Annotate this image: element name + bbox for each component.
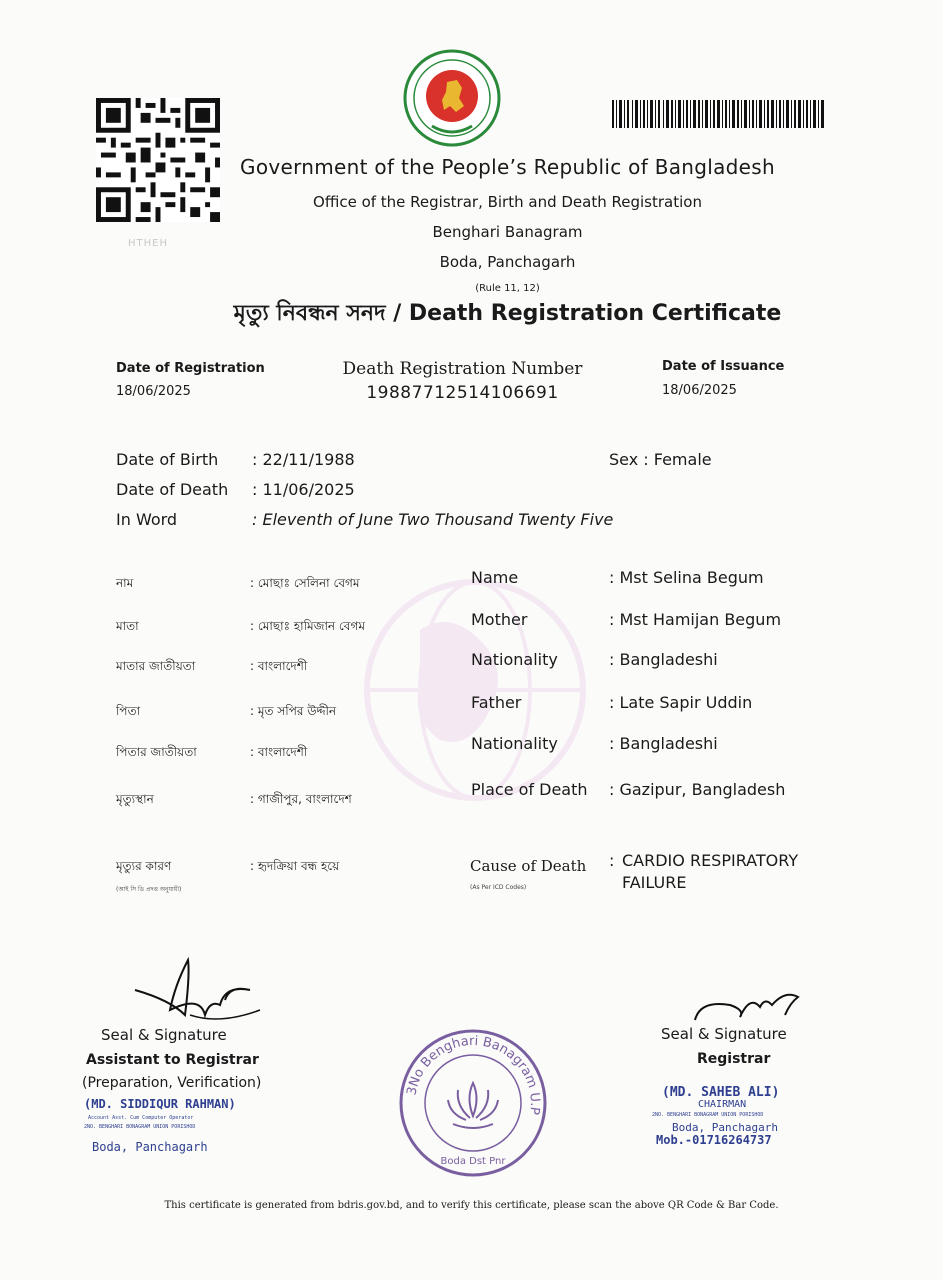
seal-ring-text: 3No Benghari Banagram U.P [404,1033,543,1116]
cause-colon: : [609,851,615,870]
bn-place-of-death-label: মৃত্যুস্থান [116,792,154,806]
assistant-sub-role: (Preparation, Verification) [82,1075,262,1091]
registration-date-label: Date of Registration [116,361,265,376]
dod-label: Date of Death [116,480,229,499]
father-nationality-label: Nationality [471,734,558,753]
location-name: Boda, Panchagarh [439,253,576,271]
place-of-death-label: Place of Death [471,780,588,799]
inword-label: In Word [116,510,178,529]
right-stamp-union: 2NO. BENGHARI BONAGRAM UNION PORISHOD [652,1112,764,1118]
left-seal-label: Seal & Signature [101,1026,227,1044]
union-name: Benghari Banagram [432,223,583,241]
government-heading: Government of the People’s Republic of Bangladesh [240,155,775,179]
qr-caption: HTHEH [128,238,168,249]
father-nationality-value: : Bangladeshi [609,734,718,753]
bn-cause-note: (আই সি ডি প্রদত্ত অনুযায়ী) [116,886,182,893]
registrar-role: Registrar [697,1051,771,1067]
left-stamp-title: Account Asst. Cum Computer Operator [88,1115,194,1121]
rule-reference: (Rule 11, 12) [475,283,540,294]
name-label: Name [471,568,519,587]
mother-label: Mother [471,610,528,629]
mother-nationality-value: : Bangladeshi [609,650,718,669]
place-of-death-value: : Gazipur, Bangladesh [609,780,786,799]
verification-footer: This certificate is generated from bdris.gov.bd, and to verify this certificate, please scan the above QR Code & Bar Code. [164,1200,779,1211]
right-stamp-phone: Mob.-01716264737 [656,1133,772,1147]
bn-cause-label: মৃত্যুর কারণ [116,859,172,873]
mother-value: : Mst Hamijan Begum [609,610,782,629]
bn-father-label: পিতা [116,704,141,718]
right-stamp-title: CHAIRMAN [698,1099,747,1110]
office-heading: Office of the Registrar, Birth and Death Registration [313,193,702,211]
inword-value: : Eleventh of June Two Thousand Twenty Five [252,510,614,529]
barcode [612,100,824,128]
dob-value: : 22/11/1988 [252,450,355,469]
bn-mother-nationality-label: মাতার জাতীয়তা [116,659,196,673]
right-stamp-name: (MD. SAHEB ALI) [662,1085,780,1100]
bn-mother-value: : মোছাঃ হামিজান বেগম [250,619,365,633]
left-stamp-union: 2NO. BENGHARI BONAGRAM UNION PORISHOD [84,1124,196,1130]
bn-father-nationality-value: : বাংলাদেশী [250,745,308,759]
cause-label: Cause of Death [470,857,587,875]
bn-cause-value: : হৃদক্রিয়া বন্ধ হয়ে [250,859,340,873]
mother-nationality-label: Nationality [471,650,558,669]
right-seal-label: Seal & Signature [661,1025,787,1043]
issuance-date-value: 18/06/2025 [662,383,737,398]
dob-label: Date of Birth [116,450,219,469]
registration-number-label: Death Registration Number [342,359,583,379]
sex-value: Sex : Female [609,450,712,469]
bn-name-value: : মোছাঃ সেলিনা বেগম [250,576,360,590]
registrar-signature [690,985,810,1030]
cause-value-line2: FAILURE [622,873,687,892]
union-seal [398,1028,548,1178]
dod-value: : 11/06/2025 [252,480,355,499]
issuance-date-label: Date of Issuance [662,359,785,374]
certificate-title: মৃত্যু নিবন্ধন সনদ / Death Registration Certificate [233,301,782,326]
father-label: Father [471,693,522,712]
cause-note: (As Per ICD Codes) [470,884,527,891]
bn-father-value: : মৃত সপির উদ্দীন [250,704,337,718]
registration-number-value: 19887712514106691 [366,383,559,403]
registration-date-value: 18/06/2025 [116,384,191,399]
father-value: : Late Sapir Uddin [609,693,753,712]
assistant-signature [130,955,270,1035]
name-value: : Mst Selina Begum [609,568,764,587]
bn-name-label: নাম [116,576,134,590]
bn-mother-nationality-value: : বাংলাদেশী [250,659,308,673]
bn-father-nationality-label: পিতার জাতীয়তা [116,745,197,759]
bn-place-of-death-value: : গাজীপুর, বাংলাদেশ [250,792,352,806]
government-emblem [402,48,502,148]
seal-bottom-text: Boda Dst Pnr [440,1156,506,1167]
cause-value-line1: CARDIO RESPIRATORY [622,851,799,870]
left-stamp-name: (MD. SIDDIQUR RAHMAN) [84,1097,236,1111]
bn-mother-label: মাতা [116,619,139,633]
assistant-role: Assistant to Registrar [86,1052,259,1068]
right-stamp-location: Boda, Panchagarh [672,1121,778,1134]
left-stamp-location: Boda, Panchagarh [92,1140,208,1154]
